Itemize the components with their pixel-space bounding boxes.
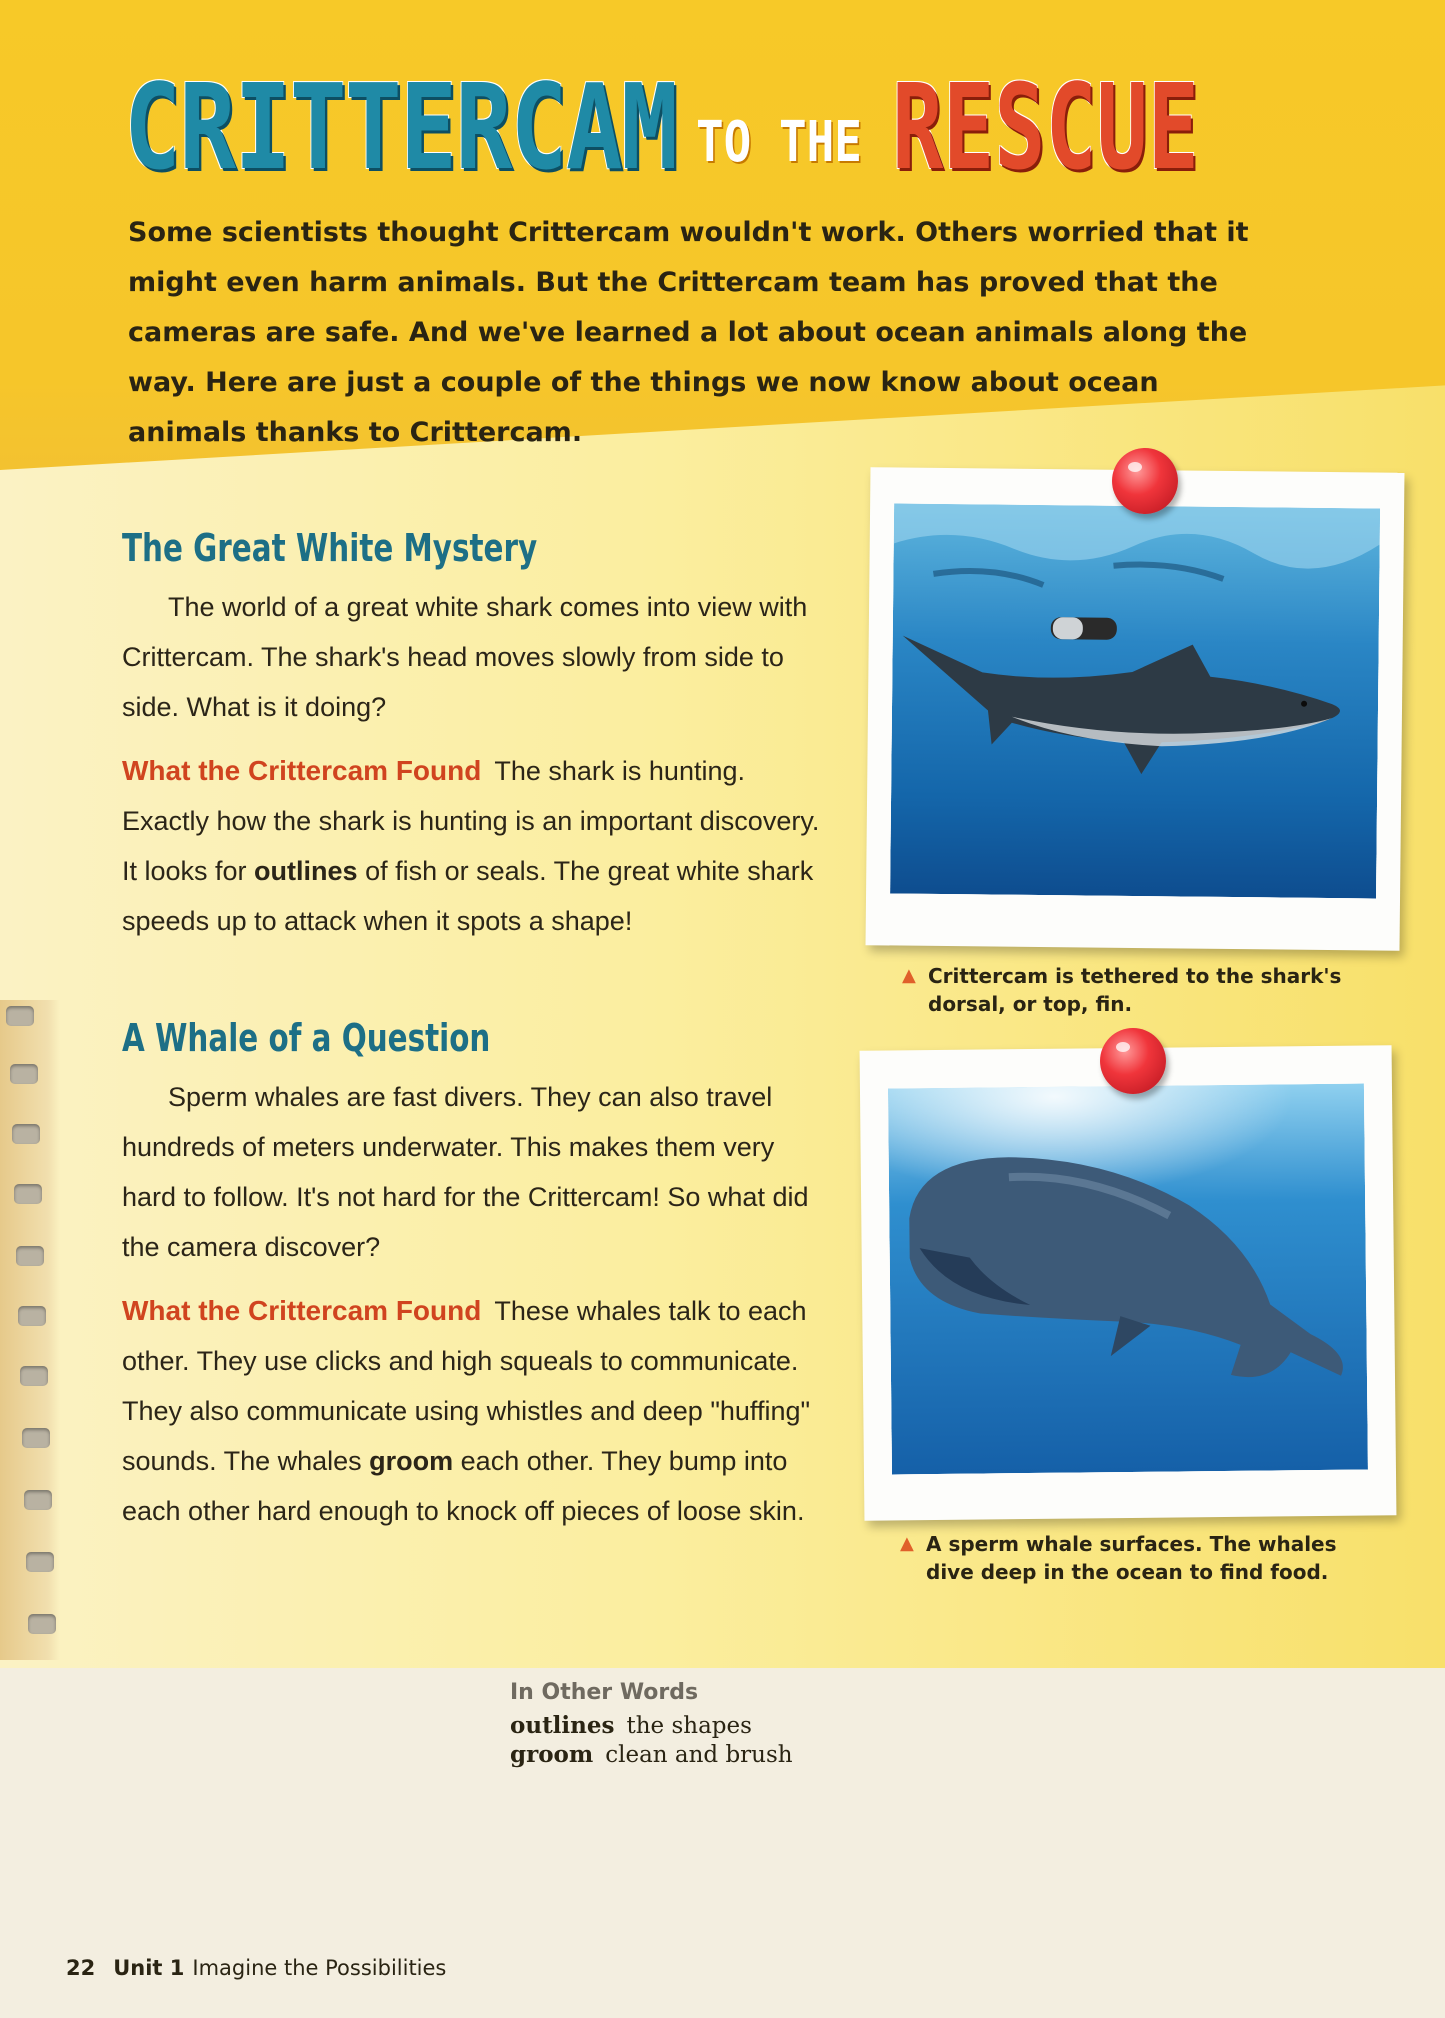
spiral-hole (22, 1428, 50, 1448)
section2-found (122, 1286, 822, 1536)
spiral-hole (26, 1552, 54, 1572)
section1-paragraph (122, 582, 822, 732)
found-text-after: each other. They bump into each other hard enough to knock off pieces of loose skin. (122, 1446, 805, 1526)
title-to-the: TO THE (696, 110, 862, 175)
page-title (124, 58, 1199, 196)
glossary-definition: the shapes (626, 1713, 752, 1739)
glossary-item (510, 1741, 793, 1768)
caption-whale (900, 1530, 1386, 1586)
triangle-icon: ▲ (900, 1533, 914, 1554)
intro-paragraph: Some scientists thought Crittercam wouldn't work. Others worried that it might even harm animals. But the Crittercam team has proved that the cameras are safe. And we've learned a lot about ocean animals along the way. Here are just a couple of the things we now know about ocean animals thanks to Crittercam. (128, 217, 1249, 448)
spiral-hole (28, 1614, 56, 1634)
shark-image (890, 503, 1380, 898)
glossary-definition: clean and brush (605, 1742, 793, 1768)
spiral-hole (20, 1366, 48, 1386)
notebook-spiral (0, 1000, 60, 1660)
pushpin-icon (1100, 1028, 1166, 1094)
glossary-item (510, 1712, 752, 1739)
found-text-after: of fish or seals. The great white shark speeds up to attack when it spots a shape! (122, 856, 814, 936)
section-heading-whale: A Whale of a Question (122, 1016, 491, 1060)
caption-whale-text: A sperm whale surfaces. The whales dive deep in the ocean to find food. (926, 1532, 1337, 1584)
spiral-hole (6, 1006, 34, 1026)
glossary-term: outlines (510, 1712, 615, 1739)
section2-paragraph (122, 1072, 822, 1272)
whale-photo (888, 1084, 1368, 1475)
unit-title: Imagine the Possibilities (192, 1956, 447, 1980)
photo-frame-whale (860, 1045, 1397, 1521)
caption-shark (902, 962, 1388, 1018)
spiral-hole (10, 1064, 38, 1084)
page-number: 22 (66, 1956, 96, 1980)
shark-photo (890, 503, 1380, 898)
whale-image (888, 1084, 1368, 1475)
pushpin-icon (1112, 448, 1178, 514)
found-text-before: The shark is hunting. Exactly how the shark is hunting is an important discovery. It looks for (122, 756, 820, 886)
section1-para-text: The world of a great white shark comes into view with Crittercam. The shark's head moves slowly from side to side. What is it doing? (122, 592, 808, 722)
unit-label: Unit 1 (113, 1956, 185, 1980)
title-crittercam: CRITTERCAM (124, 58, 677, 196)
page-footer (66, 1956, 446, 1980)
photo-frame-shark (866, 467, 1405, 951)
spiral-hole (16, 1246, 44, 1266)
glossary-heading: In Other Words (510, 1680, 699, 1705)
found-label: What the Crittercam Found (122, 1295, 482, 1326)
triangle-icon: ▲ (902, 965, 916, 986)
spiral-hole (12, 1124, 40, 1144)
spiral-hole (24, 1490, 52, 1510)
found-text-before: These whales talk to each other. They use clicks and high squeals to communicate. They also communicate using whistles and deep "huffing" sounds. The whales (122, 1296, 811, 1476)
section1-found (122, 746, 822, 946)
spiral-hole (18, 1306, 46, 1326)
section2-para-text: Sperm whales are fast divers. They can also travel hundreds of meters underwater. This makes them very hard to follow. It's not hard for the Crittercam! So what did the camera discover? (122, 1082, 809, 1262)
found-label: What the Crittercam Found (122, 755, 482, 786)
title-rescue: RESCUE (892, 58, 1199, 196)
vocab-term-groom: groom (369, 1446, 454, 1476)
vocab-term-outlines: outlines (254, 856, 358, 886)
spiral-hole (14, 1184, 42, 1204)
glossary-term: groom (510, 1741, 594, 1768)
caption-shark-text: Crittercam is tethered to the shark's dorsal, or top, fin. (928, 964, 1342, 1016)
section-heading-great-white: The Great White Mystery (122, 526, 538, 570)
